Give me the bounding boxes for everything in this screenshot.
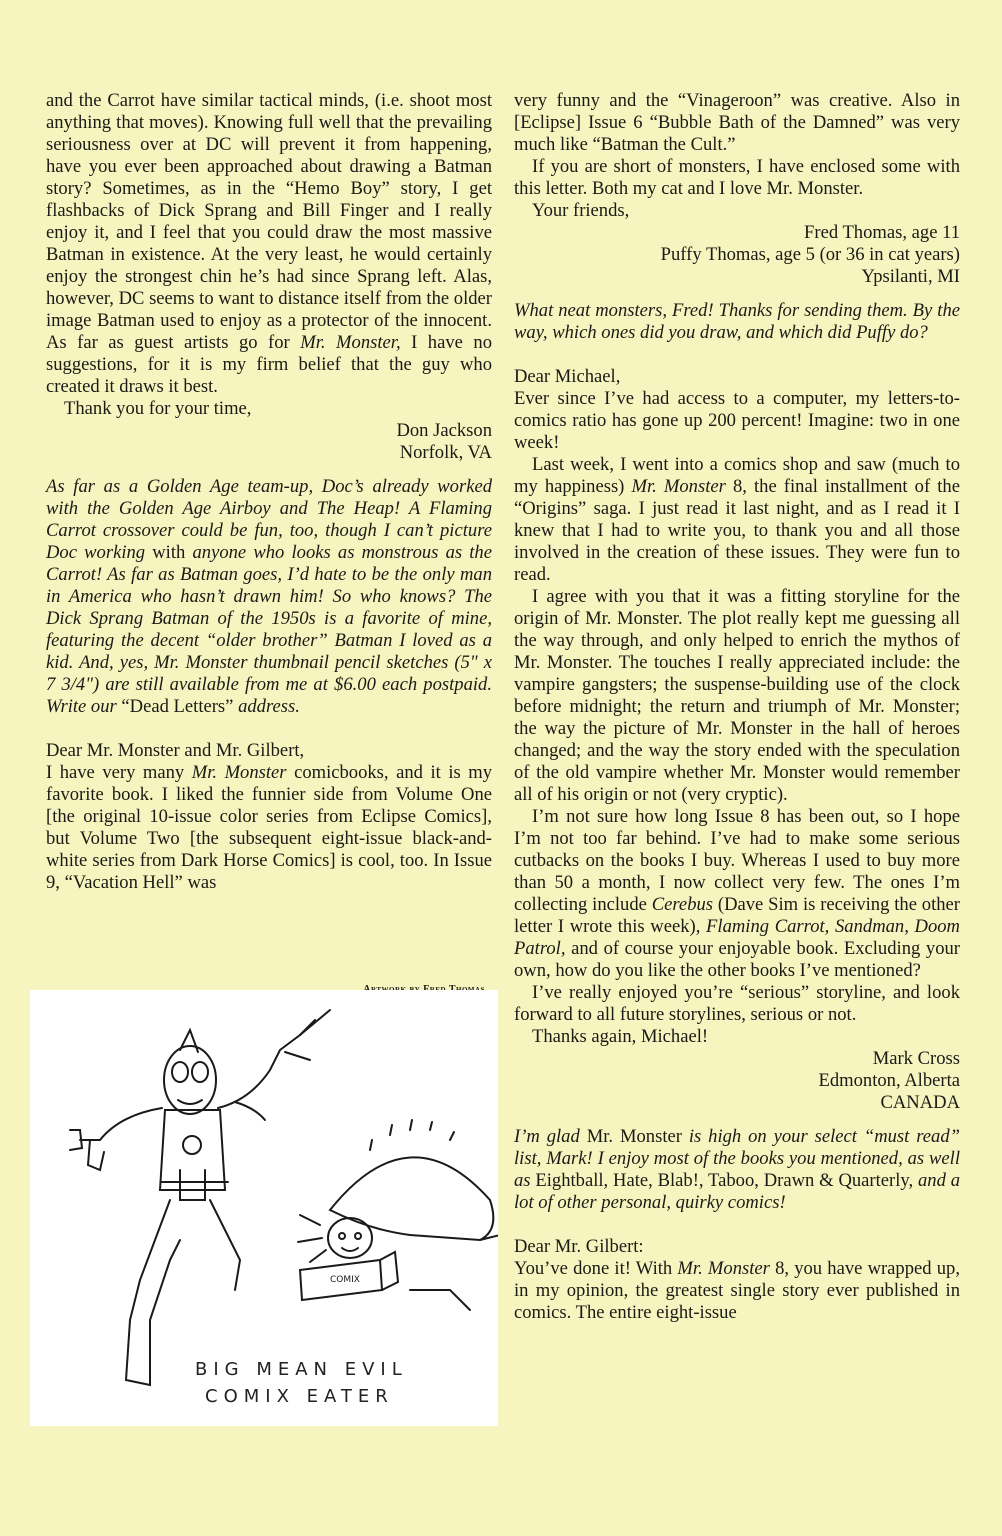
signature-name: Don Jackson	[396, 420, 492, 441]
letter-paragraph: I’m not sure how long Issue 8 has been out, so I hope I’m not too far behind. I’ve had to make some serious cutbacks on the books I buy. Whereas I used to buy more than 50 a month, I now collect very few. The ones I’m collecting include Cerebus (Dave Sim is receiving the other letter I wrote this week), Flaming Carrot, Sandman, Doom Patrol, and of course your enjoyable book. Excluding your own, how do you like the other books I’ve mentioned?	[514, 806, 960, 981]
letter-paragraph: I’ve really enjoyed you’re “serious” storyline, and look forward to all future storylines, serious or not.	[514, 982, 960, 1025]
letter-salutation: Dear Mr. Monster and Mr. Gilbert,	[46, 740, 305, 761]
signature-name: Puffy Thomas, age 5 (or 36 in cat years)	[660, 244, 960, 265]
signature-place: Edmonton, Alberta	[818, 1070, 960, 1091]
letter-paragraph: If you are short of monsters, I have enclosed some with this letter. Both my cat and I love Mr. Monster.	[514, 156, 960, 199]
fan-artwork	[30, 990, 498, 1426]
signature-country: CANADA	[880, 1092, 960, 1113]
letter-paragraph: I agree with you that it was a fitting storyline for the origin of Mr. Monster. The plot really kept me guessing all the way through, and only helped to enrich the mythos of Mr. Monster. The touches I really appreciated include: the vampire gangsters; the suspense-building use of the clock before midnight; the return and triumph of Mr. Monster; the way the picture of Mr. Monster in the hall of heroes changed; and the way the story ended with the speculation of the old vampire whether Mr. Monster would remember all of his origin or not (very cryptic).	[514, 586, 960, 805]
signature-name: Mark Cross	[872, 1048, 960, 1069]
letter-paragraph: very funny and the “Vinageroon” was creative. Also in [Eclipse] Issue 6 “Bubble Bath of the Damned” was very much like “Batman the Cult.”	[514, 90, 960, 155]
signature-place: Ypsilanti, MI	[861, 266, 960, 287]
letter-paragraph: and the Carrot have similar tactical minds, (i.e. shoot most anything that moves). Knowing full well that the prevailing seriousness over at DC will prevent it from happening, have you ever been approached about drawing a Batman story? Sometimes, as in the “Hemo Boy” story, I get flashbacks of Dick Sprang and Bill Finger and I really enjoy it, and I feel that you could draw the most massive Batman in existence. At the very least, he would certainly enjoy the strongest chin he’s had since Sprang left. Alas, however, DC seems to want to distance itself from the older image Batman used to enjoy as a protector of the innocent. As far as guest artists go for Mr. Monster, I have no suggestions, for it is my firm belief that the guy who created it draws it best.	[46, 90, 492, 397]
left-column	[46, 90, 492, 894]
art-caption-line2: COMIX EATER	[205, 1386, 394, 1407]
letter-paragraph: Last week, I went into a comics shop and saw (much to my happiness) Mr. Monster 8, the final installment of the “Origins” saga. I just read it last night, and as I read it I knew that I had to write you, to thank you and all those involved in the creation of these issues. They were fun to read.	[514, 454, 960, 585]
letter-closing: Thanks again, Michael!	[532, 1026, 709, 1047]
art-caption-line1: BIG MEAN EVIL	[195, 1359, 408, 1380]
comix-box-label: COMIX	[330, 1275, 360, 1285]
letter-salutation: Dear Mr. Gilbert:	[514, 1236, 644, 1257]
letter-salutation: Dear Michael,	[514, 366, 621, 387]
letter-closing: Your friends,	[532, 200, 630, 221]
right-column	[514, 90, 960, 1324]
signature-place: Norfolk, VA	[399, 442, 492, 463]
signature-name: Fred Thomas, age 11	[804, 222, 960, 243]
letter-paragraph: I have very many Mr. Monster comicbooks, and it is my favorite book. I liked the funnier side from Volume One [the original 10-issue color series from Eclipse Comics], but Volume Two [the subsequent eight-issue black-and-white series from Dark Horse Comics] is cool, too. In Issue 9, “Vacation Hell” was	[46, 762, 492, 893]
letter-closing: Thank you for your time,	[64, 398, 252, 419]
editor-reply: I’m glad Mr. Monster is high on your select “must read” list, Mark! I enjoy most of the books you mentioned, as well as Eightball, Hate, Blab!, Taboo, Drawn & Quarterly, and a lot of other personal, quirky comics!	[514, 1126, 961, 1213]
editor-reply: What neat monsters, Fred! Thanks for sending them. By the way, which ones did you draw, and which did Puffy do?	[514, 300, 960, 343]
monster-drawing	[30, 990, 498, 1426]
letter-paragraph: You’ve done it! With Mr. Monster 8, you have wrapped up, in my opinion, the greatest single story ever published in comics. The entire eight-issue	[514, 1258, 961, 1323]
editor-reply: As far as a Golden Age team-up, Doc’s already worked with the Golden Age Airboy and The Heap! A Flaming Carrot crossover could be fun, too, though I can’t picture Doc working with anyone who looks as monstrous as the Carrot! As far as Batman goes, I’d hate to be the only man in America who hasn’t drawn him! So who knows? The Dick Sprang Batman of the 1950s is a favorite of mine, featuring the decent “older brother” Batman I loved as a kid. And, yes, Mr. Monster thumbnail pencil sketches (5" x 7 3/4") are still available from me at $6.00 each postpaid. Write our “Dead Letters” address.	[46, 476, 492, 717]
letter-paragraph: Ever since I’ve had access to a computer, my letters-to-comics ratio has gone up 200 percent! Imagine: two in one week!	[514, 388, 960, 453]
